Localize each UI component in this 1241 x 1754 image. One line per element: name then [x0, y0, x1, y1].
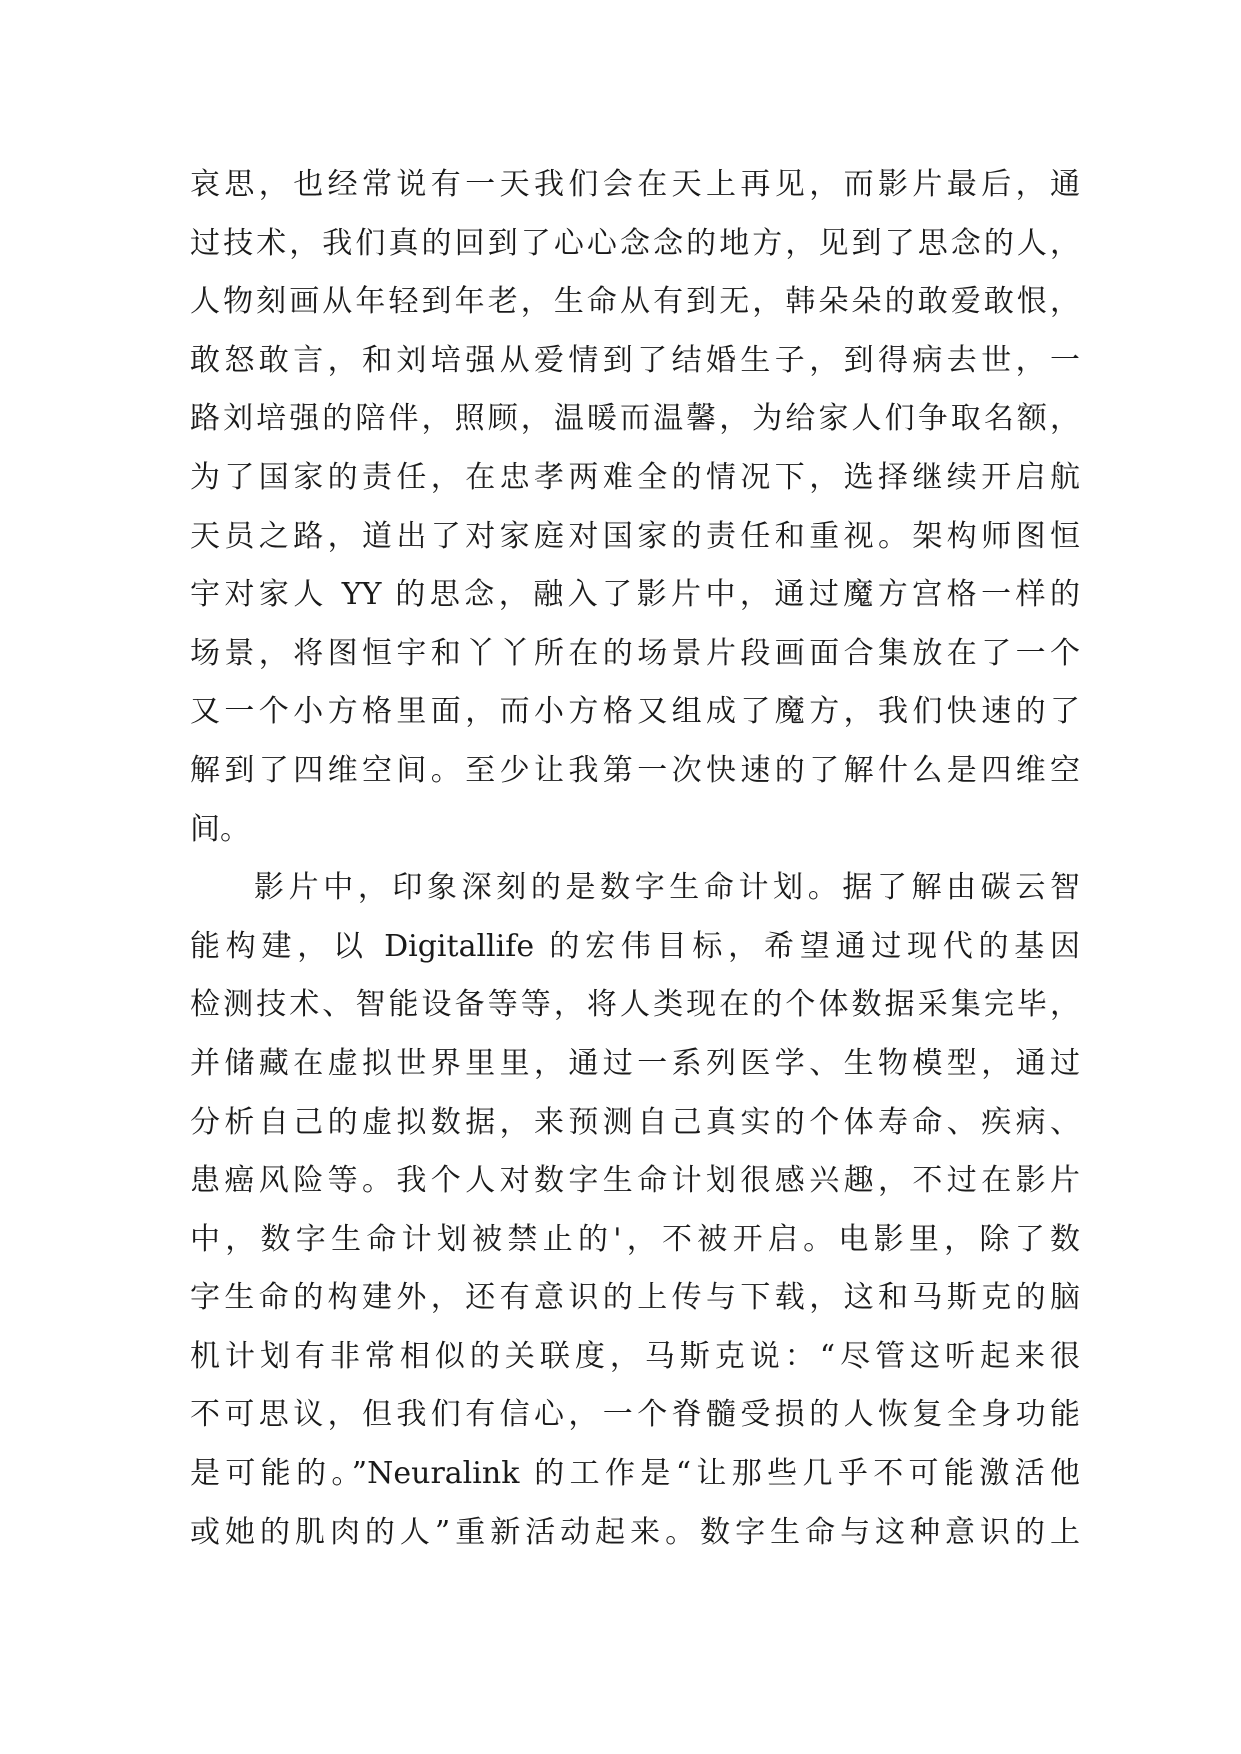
text-line: 能构建，以 Digitallife 的宏伟目标，希望通过现代的基因 — [190, 928, 1080, 964]
text-line: 中，数字生命计划被禁止的'，不被开启。电影里，除了数 — [190, 1221, 1080, 1257]
text-line: 路刘培强的陪伴，照顾，温暖而温馨，为给家人们争取名额， — [190, 401, 1080, 437]
paragraph-start-line: 影片中，印象深刻的是数字生命计划。据了解由碳云智 — [254, 870, 1080, 906]
text-line: 为了国家的责任，在忠孝两难全的情况下，选择继续开启航 — [190, 459, 1080, 495]
text-line: 机计划有非常相似的关联度，马斯克说：“尽管这听起来很 — [190, 1338, 1080, 1374]
text-line: 检测技术、智能设备等等，将人类现在的个体数据采集完毕， — [190, 987, 1080, 1023]
text-line: 解到了四维空间。至少让我第一次快速的了解什么是四维空 — [190, 752, 1080, 788]
text-line: 敢怒敢言，和刘培强从爱情到了结婚生子，到得病去世，一 — [190, 342, 1080, 378]
text-line: 人物刻画从年轻到年老，生命从有到无，韩朵朵的敢爱敢恨， — [190, 284, 1080, 320]
text-line: 不可思议，但我们有信心，一个脊髓受损的人恢复全身功能 — [190, 1397, 1080, 1433]
text-line: 并储藏在虚拟世界里里，通过一系列医学、生物模型，通过 — [190, 1045, 1080, 1081]
text-line: 场景，将图恒宇和丫丫所在的场景片段画面合集放在了一个 — [190, 635, 1080, 671]
text-line: 患癌风险等。我个人对数字生命计划很感兴趣，不过在影片 — [190, 1163, 1080, 1199]
document-body — [190, 156, 1080, 1562]
text-line: 又一个小方格里面，而小方格又组成了魔方，我们快速的了 — [190, 694, 1080, 730]
text-line: 天员之路，道出了对家庭对国家的责任和重视。架构师图恒 — [190, 518, 1080, 554]
paragraph-end-line: 间。 — [190, 811, 250, 847]
text-line: 是可能的。”Neuralink 的工作是“让那些几乎不可能激活他 — [190, 1456, 1080, 1492]
text-line: 哀思，也经常说有一天我们会在天上再见，而影片最后，通 — [190, 167, 1080, 202]
text-line: 字生命的构建外，还有意识的上传与下载，这和马斯克的脑 — [190, 1280, 1080, 1316]
text-line: 分析自己的虚拟数据，来预测自己真实的个体寿命、疾病、 — [190, 1104, 1080, 1140]
text-line: 宇对家人 YY 的思念，融入了影片中，通过魔方宫格一样的 — [190, 577, 1080, 613]
text-line: 过技术，我们真的回到了心心念念的地方，见到了思念的人， — [190, 225, 1080, 261]
text-line: 或她的肌肉的人”重新活动起来。数字生命与这种意识的上 — [190, 1514, 1080, 1550]
